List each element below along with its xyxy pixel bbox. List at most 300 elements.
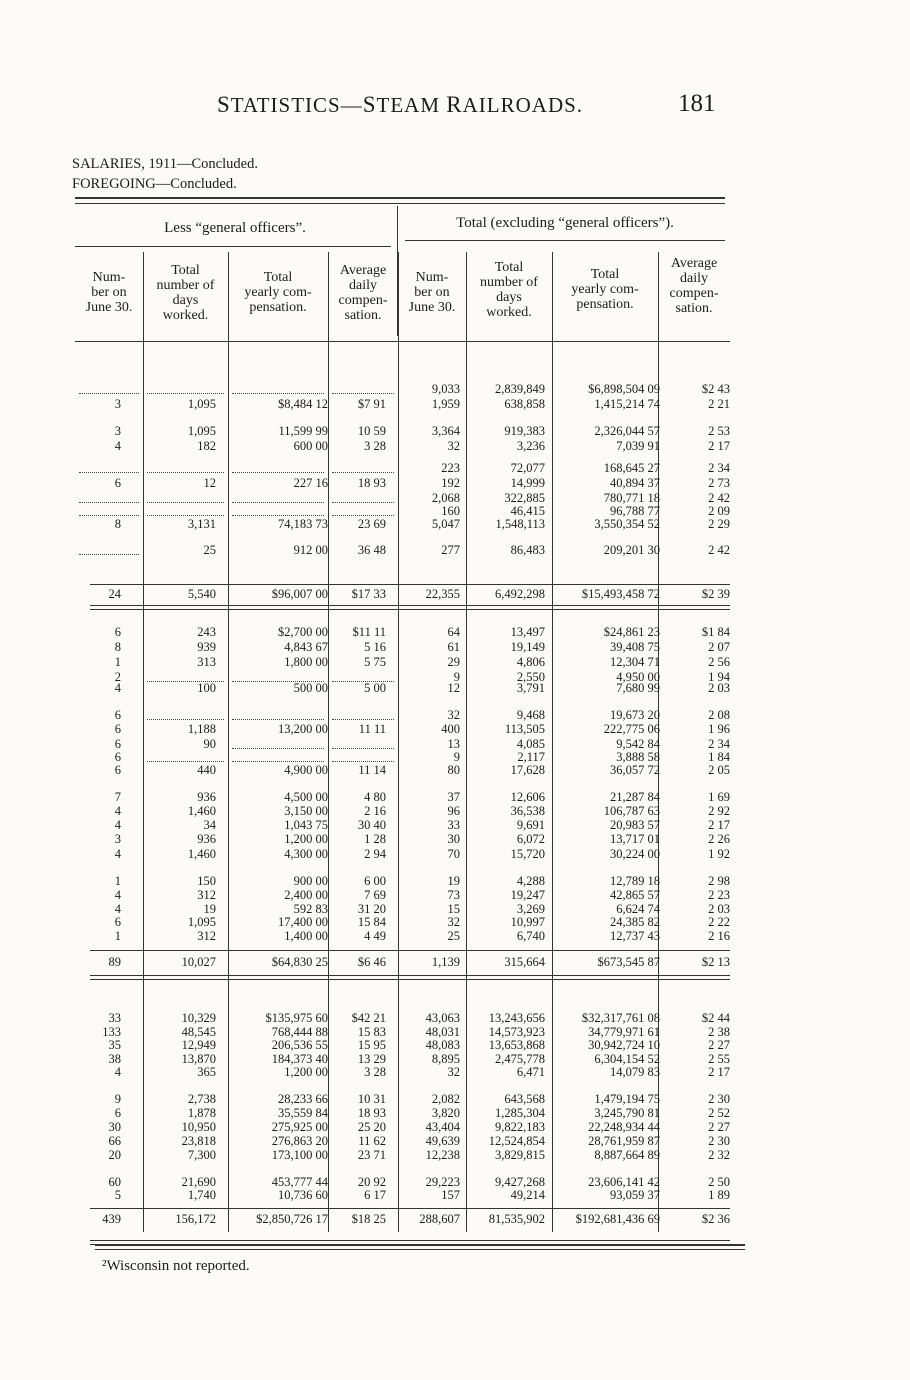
table-cell: 24,385 82	[610, 915, 660, 929]
section-rule-bottom2-2	[90, 979, 730, 980]
table-cell: 10,027	[181, 955, 216, 969]
empty-cell-leader	[79, 554, 139, 555]
table-cell: 29,223	[425, 1175, 460, 1189]
table-cell: 1,095	[187, 915, 216, 929]
table-cell: 322,885	[504, 491, 545, 505]
table-cell: 6	[114, 476, 121, 490]
table-cell: 12,737 43	[610, 929, 660, 943]
table-cell: 23 69	[357, 517, 386, 531]
table-cell: $8,484 12	[278, 397, 328, 411]
table-cell: 1,285,304	[495, 1106, 545, 1120]
table-cell: 365	[197, 1065, 216, 1079]
table-cell: 30	[447, 832, 460, 846]
table-cell: 9,691	[516, 818, 545, 832]
table-cell: 2 50	[708, 1175, 730, 1189]
empty-cell-leader	[147, 472, 224, 473]
table-cell: 312	[197, 888, 216, 902]
table-cell: 6	[114, 915, 121, 929]
table-cell: 4	[114, 888, 121, 902]
table-cell: 184,373 40	[271, 1052, 328, 1066]
empty-cell-leader	[232, 761, 324, 762]
table-cell: 780,771 18	[603, 491, 660, 505]
table-cell: $6,898,504 09	[588, 382, 660, 396]
table-cell: 4	[114, 902, 121, 916]
table-cell: 2 32	[708, 1148, 730, 1162]
table-cell: 12	[447, 681, 460, 695]
table-cell: 4	[114, 818, 121, 832]
table-cell: 243	[197, 625, 216, 639]
table-cell: 10,736 60	[278, 1188, 328, 1202]
empty-cell-leader	[332, 472, 394, 473]
table-cell: 33	[108, 1011, 121, 1025]
table-cell: 25	[447, 929, 460, 943]
table-cell: 36,057 72	[610, 763, 660, 777]
column-rule-6	[552, 252, 553, 1232]
table-cell: 2 56	[708, 655, 730, 669]
column-header-6: Total number of days worked.	[480, 260, 538, 320]
table-cell: 2 34	[708, 461, 730, 475]
table-cell: 39,408 75	[610, 640, 660, 654]
table-cell: 30,224 00	[610, 847, 660, 861]
table-cell: 312	[197, 929, 216, 943]
table-cell: 2 17	[708, 818, 730, 832]
group-header-less-general-officers: Less “general officers”.	[164, 220, 306, 236]
table-cell: 18 93	[357, 1106, 386, 1120]
column-header-2: Total number of days worked.	[156, 263, 215, 323]
table-cell: 6,471	[516, 1065, 545, 1079]
table-cell: 11 11	[358, 722, 386, 736]
table-cell: 9,542 84	[616, 737, 660, 751]
table-cell: $2,700 00	[278, 625, 328, 639]
table-cell: 1	[114, 929, 121, 943]
table-cell: 11 14	[358, 763, 386, 777]
table-cell: 32	[447, 439, 460, 453]
table-cell: 500 00	[293, 681, 328, 695]
table-cell: 192	[441, 476, 460, 490]
empty-cell-leader	[332, 761, 394, 762]
table-cell: 36,538	[510, 804, 545, 818]
table-cell: 2 22	[708, 915, 730, 929]
table-cell: 13,243,656	[488, 1011, 545, 1025]
table-cell: $2,850,726 17	[256, 1212, 328, 1226]
empty-cell-leader	[147, 502, 224, 503]
column-header-3: Total yearly com- pensation.	[244, 270, 312, 315]
table-cell: 64	[447, 625, 460, 639]
table-cell: 6	[114, 708, 121, 722]
table-cell: 4	[114, 681, 121, 695]
table-cell: 20,983 57	[610, 818, 660, 832]
table-cell: 3	[114, 832, 121, 846]
table-cell: 12,949	[181, 1038, 216, 1052]
table-cell: 96	[447, 804, 460, 818]
table-cell: 9	[114, 1092, 121, 1106]
table-cell: 13	[447, 737, 460, 751]
table-cell: 9,033	[431, 382, 460, 396]
table-cell: $192,681,436 69	[575, 1212, 660, 1226]
empty-cell-leader	[332, 748, 394, 749]
empty-cell-leader	[147, 719, 224, 720]
table-cell: 2 52	[708, 1106, 730, 1120]
table-cell: 3,131	[187, 517, 216, 531]
table-cell: 3,888 58	[616, 750, 660, 764]
empty-cell-leader	[79, 502, 139, 503]
table-cell: 32	[447, 1065, 460, 1079]
table-cell: 182	[197, 439, 216, 453]
table-cell: 1 89	[708, 1188, 730, 1202]
table-cell: 1,800 00	[284, 655, 328, 669]
table-cell: $42 21	[351, 1011, 386, 1025]
table-cell: 9	[453, 750, 460, 764]
table-cell: 30	[108, 1120, 121, 1134]
table-cell: 12,524,854	[488, 1134, 545, 1148]
group-underline-right	[405, 240, 725, 241]
table-cell: $673,545 87	[597, 955, 660, 969]
table-cell: 4	[114, 847, 121, 861]
table-end-rule-2	[95, 1249, 745, 1250]
table-cell: $2 13	[701, 955, 730, 969]
table-end-rule	[95, 1244, 745, 1246]
section-rule-bottom-1	[90, 605, 730, 606]
table-cell: 12,606	[510, 790, 545, 804]
table-cell: 4	[114, 804, 121, 818]
table-cell: 19,673 20	[610, 708, 660, 722]
table-cell: 222,775 06	[603, 722, 660, 736]
table-cell: 12,238	[425, 1148, 460, 1162]
table-cell: 2 38	[708, 1025, 730, 1039]
table-cell: 19	[203, 902, 216, 916]
table-cell: 400	[441, 722, 460, 736]
table-cell: 20 92	[357, 1175, 386, 1189]
table-cell: 13,653,868	[488, 1038, 545, 1052]
table-cell: 939	[197, 640, 216, 654]
table-cell: 113,505	[504, 722, 545, 736]
table-cell: 6	[114, 737, 121, 751]
table-cell: 20	[108, 1148, 121, 1162]
header-bottom-rule	[75, 341, 730, 342]
table-cell: $11 11	[352, 625, 386, 639]
table-cell: 4 80	[364, 790, 386, 804]
table-cell: 592 83	[293, 902, 328, 916]
table-cell: 288,607	[419, 1212, 460, 1226]
table-cell: 643,568	[504, 1092, 545, 1106]
table-cell: 2 03	[708, 681, 730, 695]
table-cell: 14,079 83	[610, 1065, 660, 1079]
table-cell: 3 28	[364, 439, 386, 453]
empty-cell-leader	[232, 502, 324, 503]
table-cell: 48,545	[181, 1025, 216, 1039]
column-rule-1	[143, 252, 144, 1232]
table-cell: 2 42	[708, 491, 730, 505]
table-cell: 30 40	[357, 818, 386, 832]
section-rule-top-3	[90, 1208, 730, 1209]
table-cell: 49,214	[510, 1188, 545, 1202]
table-cell: 1	[114, 655, 121, 669]
table-cell: 73	[447, 888, 460, 902]
table-cell: $64,830 25	[271, 955, 328, 969]
table-cell: 17,628	[510, 763, 545, 777]
table-cell: 23 71	[357, 1148, 386, 1162]
empty-cell-leader	[232, 748, 324, 749]
table-cell: 21,287 84	[610, 790, 660, 804]
table-cell: 1,878	[187, 1106, 216, 1120]
table-cell: 7	[114, 790, 121, 804]
table-cell: $2 44	[701, 1011, 730, 1025]
table-cell: 29	[447, 655, 460, 669]
table-cell: 156,172	[175, 1212, 216, 1226]
empty-cell-leader	[147, 761, 224, 762]
table-cell: 936	[197, 832, 216, 846]
column-header-1: Num- ber on June 30.	[85, 270, 133, 315]
table-cell: 2 09	[708, 504, 730, 518]
table-cell: 23,606,141 42	[588, 1175, 660, 1189]
table-cell: 209,201 30	[603, 543, 660, 557]
section-rule-bottom2-1	[90, 609, 730, 610]
table-cell: 2 29	[708, 517, 730, 531]
table-cell: 89	[108, 955, 121, 969]
table-cell: 106,787 63	[603, 804, 660, 818]
group-underline-left	[75, 246, 391, 247]
table-cell: 25 20	[357, 1120, 386, 1134]
table-cell: 3,829,815	[495, 1148, 545, 1162]
table-cell: 638,858	[504, 397, 545, 411]
table-cell: 10 31	[357, 1092, 386, 1106]
table-cell: 2 53	[708, 424, 730, 438]
table-cell: 18 93	[357, 476, 386, 490]
table-cell: 2 17	[708, 1065, 730, 1079]
table-cell: 8	[114, 517, 121, 531]
table-cell: 4,950 00	[616, 670, 660, 684]
empty-cell-leader	[232, 472, 324, 473]
table-cell: 11,599 99	[278, 424, 328, 438]
table-cell: 439	[102, 1212, 121, 1226]
table-cell: 1,400 00	[284, 929, 328, 943]
section-rule-bottom-2	[90, 975, 730, 976]
table-cell: $18 25	[351, 1212, 386, 1226]
table-cell: 3,236	[516, 439, 545, 453]
table-cell: 2 92	[708, 804, 730, 818]
table-cell: 2 16	[364, 804, 386, 818]
table-cell: 31 20	[357, 902, 386, 916]
table-top-rule-2	[75, 203, 725, 204]
table-cell: 5,540	[187, 587, 216, 601]
table-cell: 21,690	[181, 1175, 216, 1189]
table-cell: 30,942,724 10	[588, 1038, 660, 1052]
table-cell: 2,839,849	[495, 382, 545, 396]
column-header-8: Average daily compen- sation.	[669, 256, 719, 316]
table-cell: 8,887,664 89	[594, 1148, 660, 1162]
table-cell: 42,865 57	[610, 888, 660, 902]
table-cell: 2 73	[708, 476, 730, 490]
table-cell: 7,039 91	[616, 439, 660, 453]
empty-cell-leader	[332, 719, 394, 720]
table-cell: $17 33	[351, 587, 386, 601]
table-cell: 6,740	[516, 929, 545, 943]
table-cell: 1 69	[708, 790, 730, 804]
table-cell: 1,095	[187, 424, 216, 438]
table-cell: 1 94	[708, 670, 730, 684]
table-cell: 2 27	[708, 1120, 730, 1134]
table-cell: 100	[197, 681, 216, 695]
table-cell: 4 49	[364, 929, 386, 943]
table-cell: 440	[197, 763, 216, 777]
table-cell: 14,573,923	[488, 1025, 545, 1039]
table-cell: 15	[447, 902, 460, 916]
table-cell: 9,427,268	[495, 1175, 545, 1189]
table-cell: $96,007 00	[271, 587, 328, 601]
table-cell: 2,117	[517, 750, 545, 764]
table-cell: 48,083	[425, 1038, 460, 1052]
table-cell: 936	[197, 790, 216, 804]
table-cell: 5,047	[431, 517, 460, 531]
table-cell: $15,493,458 72	[581, 587, 660, 601]
table-cell: 1,548,113	[495, 517, 545, 531]
table-cell: 768,444 88	[271, 1025, 328, 1039]
table-cell: 277	[441, 543, 460, 557]
table-cell: 3,791	[516, 681, 545, 695]
table-cell: 6 17	[364, 1188, 386, 1202]
table-cell: 1,200 00	[284, 1065, 328, 1079]
table-cell: 900 00	[293, 874, 328, 888]
table-cell: 315,664	[504, 955, 545, 969]
table-cell: 23,818	[181, 1134, 216, 1148]
table-cell: 7 69	[364, 888, 386, 902]
table-cell: 168,645 27	[603, 461, 660, 475]
table-cell: 24	[108, 587, 121, 601]
table-cell: 2 55	[708, 1052, 730, 1066]
table-cell: 6,072	[516, 832, 545, 846]
table-cell: 40,894 37	[610, 476, 660, 490]
table-cell: 19,149	[510, 640, 545, 654]
column-header-5: Num- ber on June 30.	[408, 270, 456, 315]
column-rule-5	[466, 252, 467, 1232]
page-number: 181	[678, 90, 716, 117]
table-cell: 74,183 73	[278, 517, 328, 531]
table-cell: 15 95	[357, 1038, 386, 1052]
table-cell: 2,475,778	[495, 1052, 545, 1066]
table-cell: $2 39	[701, 587, 730, 601]
table-cell: 2	[114, 670, 121, 684]
table-cell: 313	[197, 655, 216, 669]
table-cell: 2,550	[516, 670, 545, 684]
table-cell: 1,200 00	[284, 832, 328, 846]
table-cell: 37	[447, 790, 460, 804]
table-cell: 2 08	[708, 708, 730, 722]
table-cell: 6	[114, 750, 121, 764]
table-cell: 133	[102, 1025, 121, 1039]
table-cell: 12	[203, 476, 216, 490]
table-cell: 600 00	[293, 439, 328, 453]
table-cell: 2 27	[708, 1038, 730, 1052]
table-top-rule	[75, 197, 725, 199]
table-cell: 19,247	[510, 888, 545, 902]
table-cell: 28,233 66	[278, 1092, 328, 1106]
empty-cell-leader	[332, 393, 394, 394]
table-cell: 8,895	[431, 1052, 460, 1066]
table-cell: 227 16	[293, 476, 328, 490]
table-cell: 6,492,298	[495, 587, 545, 601]
table-cell: 1 96	[708, 722, 730, 736]
table-cell: $6 46	[357, 955, 386, 969]
table-cell: 2,400 00	[284, 888, 328, 902]
table-cell: 36 48	[357, 543, 386, 557]
table-cell: 9,468	[516, 708, 545, 722]
table-cell: 13,497	[510, 625, 545, 639]
table-cell: 4,085	[516, 737, 545, 751]
table-cell: 9,822,183	[495, 1120, 545, 1134]
table-cell: 6,624 74	[616, 902, 660, 916]
table-cell: 1 84	[708, 750, 730, 764]
table-cell: 46,415	[510, 504, 545, 518]
table-cell: 453,777 44	[271, 1175, 328, 1189]
table-cell: 1,460	[187, 847, 216, 861]
table-cell: 6	[114, 722, 121, 736]
table-cell: 4	[114, 1065, 121, 1079]
table-cell: 34	[203, 818, 216, 832]
table-cell: 9	[453, 670, 460, 684]
column-header-4: Average daily compen- sation.	[338, 263, 388, 323]
table-cell: 12,789 18	[610, 874, 660, 888]
table-cell: 5 75	[364, 655, 386, 669]
table-cell: 3 28	[364, 1065, 386, 1079]
table-cell: 13 29	[357, 1052, 386, 1066]
table-cell: $2 36	[701, 1212, 730, 1226]
table-cell: 14,999	[510, 476, 545, 490]
table-cell: 48,031	[425, 1025, 460, 1039]
table-cell: 25	[203, 543, 216, 557]
empty-cell-leader	[332, 515, 394, 516]
table-cell: 1 92	[708, 847, 730, 861]
table-cell: 61	[447, 640, 460, 654]
table-cell: 2,738	[187, 1092, 216, 1106]
table-cell: 2 23	[708, 888, 730, 902]
caption-line-2: FOREGOING—Concluded.	[72, 176, 237, 192]
empty-cell-leader	[79, 393, 139, 394]
table-cell: 2 30	[708, 1134, 730, 1148]
table-cell: 28,761,959 87	[588, 1134, 660, 1148]
page-title: STATISTICS—STEAM RAILROADS.	[216, 92, 584, 117]
table-cell: 15 83	[357, 1025, 386, 1039]
table-cell: 32	[447, 915, 460, 929]
table-cell: 1,188	[187, 722, 216, 736]
table-cell: 206,536 55	[271, 1038, 328, 1052]
table-cell: 3,820	[431, 1106, 460, 1120]
table-cell: 3,150 00	[284, 804, 328, 818]
table-cell: 5 16	[364, 640, 386, 654]
table-cell: $135,975 60	[265, 1011, 328, 1025]
table-cell: 38	[108, 1052, 121, 1066]
table-cell: 35	[108, 1038, 121, 1052]
table-cell: 2 98	[708, 874, 730, 888]
table-cell: 2 26	[708, 832, 730, 846]
table-cell: $24,861 23	[603, 625, 660, 639]
table-cell: 6 00	[364, 874, 386, 888]
table-cell: 22,355	[425, 587, 460, 601]
table-cell: 80	[447, 763, 460, 777]
table-cell: $7 91	[357, 397, 386, 411]
table-cell: 276,863 20	[271, 1134, 328, 1148]
table-cell: 2 30	[708, 1092, 730, 1106]
table-cell: 2 94	[364, 847, 386, 861]
table-cell: 2,068	[431, 491, 460, 505]
empty-cell-leader	[232, 719, 324, 720]
table-cell: 32	[447, 708, 460, 722]
empty-cell-leader	[332, 502, 394, 503]
table-cell: 4	[114, 439, 121, 453]
table-cell: 43,404	[425, 1120, 460, 1134]
table-cell: 15,720	[510, 847, 545, 861]
table-cell: 275,925 00	[271, 1120, 328, 1134]
table-cell: 7,300	[187, 1148, 216, 1162]
